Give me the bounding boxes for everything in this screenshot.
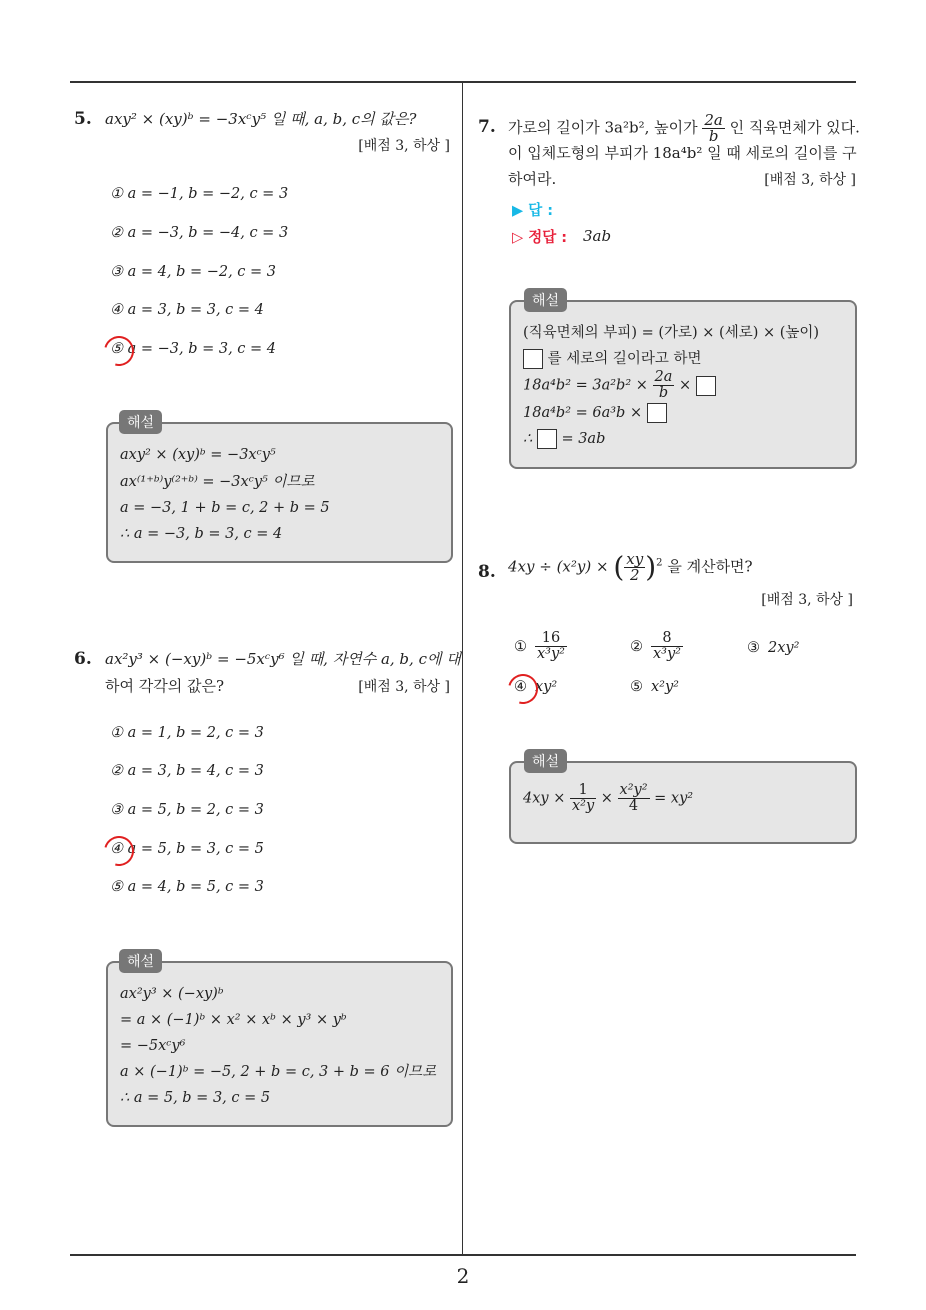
q7-solution-line-2 [523,346,702,372]
q6-solution-line-5: ∴ a = 5, b = 3, c = 5 [120,1090,271,1106]
q8-sol-f1-den: x²y [571,798,595,814]
q8-c1-den: x³y² [537,646,565,662]
q7-frac-den: b [708,127,719,145]
q7-solution-3a: 18a⁴b² = 3a²b² × [523,377,648,394]
q5-solution-line-2: ax⁽¹⁺ᵇ⁾y⁽²⁺ᵇ⁾ = −3xᶜy⁵ 이므로 [120,474,315,490]
q7-number: 7. [478,117,496,137]
q8-c5: x²y² [651,679,679,695]
q8-choice-1[interactable] [514,631,567,662]
q7-text-line-2: 이 입체도형의 부피가 18a⁴b² 일 때 세로의 길이를 구 [508,144,857,162]
q7-solution-box [509,300,857,469]
q6-choice-4[interactable]: ④ a = 5, b = 3, c = 5 [110,841,264,857]
answer-mark-circle [99,831,140,872]
q8-choice-2[interactable] [630,631,683,662]
q5-choice-2[interactable]: ② a = −3, b = −4, c = 3 [110,225,289,241]
q7-frac-num: 2a [704,111,723,129]
q5-solution-tag: 해설 [119,410,162,434]
q8-sol-f1-num: 1 [570,783,596,799]
q6-choice-5[interactable]: ⑤ a = 4, b = 5, c = 3 [110,879,264,895]
q8-c2-fraction [651,631,683,662]
column-divider [462,82,463,1254]
choice-number: ④ [514,679,527,695]
q8-sol-c: = xy² [654,790,694,807]
q6-solution-box [106,961,453,1127]
q8-c2-num: 8 [651,631,683,647]
q8-solution-box [509,761,857,844]
q6-choice-3[interactable]: ③ a = 5, b = 2, c = 3 [110,802,264,818]
q7-solution-2-text: 를 세로의 길이라고 하면 [547,351,702,367]
q8-sol-f2-den: 4 [628,798,639,814]
blank-square [647,403,667,423]
q7-sol-frac-num: 2a [654,369,673,385]
q8-meta: [배점 3, 하상 ] [761,592,853,608]
blank-square [696,376,716,396]
q8-text-a: 4xy ÷ (x²y) × [508,557,609,576]
q5-choice-4[interactable]: ④ a = 3, b = 3, c = 4 [110,302,264,318]
q7-solution-tag: 해설 [524,288,567,312]
q6-choice-2[interactable]: ② a = 3, b = 4, c = 3 [110,763,264,779]
q7-text-a: 가로의 길이가 3a²b², 높이가 [508,118,698,137]
q7-solution-5b: = 3ab [561,431,606,447]
q7-text-b: 인 직육면체가 있다. [729,118,860,137]
q5-text: axy² × (xy)ᵇ = −3xᶜy⁵ 일 때, a, b, c의 값은? [105,110,417,128]
q7-text-line-3: 하여라. [508,170,557,188]
q8-text [508,552,753,583]
q7-solution-line-1: (직육면체의 부피) = (가로) × (세로) × (높이) [523,325,820,341]
q7-correct-value: 3ab [583,227,612,245]
q6-solution-line-4: a × (−1)ᵇ = −5, 2 + b = c, 3 + b = 6 이므로 [120,1064,437,1080]
q8-solution-tag: 해설 [524,749,567,773]
bottom-rule [70,1254,856,1256]
q8-sol-a: 4xy × [523,790,566,807]
q8-sol-f2-num: x²y² [619,782,648,798]
q6-text-line-2: 하여 각각의 값은? [105,677,225,695]
q6-number: 6. [74,649,92,669]
q5-solution-box [106,422,453,563]
blank-square [523,349,543,369]
q7-solution-line-5 [523,426,605,452]
q5-choice-3[interactable]: ③ a = 4, b = −2, c = 3 [110,264,277,280]
answer-mark-circle [503,669,544,710]
q7-sol-frac-den: b [658,385,669,401]
q7-solution-5a: ∴ [523,431,533,447]
q7-solution-4: 18a⁴b² = 6a³b × [523,405,643,421]
choice-number: ⑤ [630,679,643,695]
q8-sol-fraction-1 [570,783,596,814]
q5-meta: [배점 3, 하상 ] [358,138,450,154]
q5-number: 5. [74,109,92,129]
choice-number: ② [630,638,643,655]
q5-solution-line-1: axy² × (xy)ᵇ = −3xᶜy⁵ [120,447,276,463]
q8-c1-fraction [535,631,567,662]
q5-choice-1[interactable]: ① a = −1, b = −2, c = 3 [110,186,289,202]
q7-solution-line-4 [523,400,667,426]
q8-frac-num: xy [626,550,644,568]
q8-text-b: 을 계산하면? [667,557,753,576]
q7-answer-label[interactable]: ▶ 답 : [512,203,554,219]
q8-number: 8. [478,562,496,582]
q8-exponent: 2 [656,557,663,569]
q6-text-line-1: ax²y³ × (−xy)ᵇ = −5xᶜy⁶ 일 때, 자연수 a, b, c에 대 [105,650,461,668]
q6-solution-tag: 해설 [119,949,162,973]
choice-number: ③ [747,640,760,656]
q6-solution-line-1: ax²y³ × (−xy)ᵇ [120,986,224,1002]
q8-c3: 2xy² [768,640,800,656]
q5-solution-line-3: a = −3, 1 + b = c, 2 + b = 5 [120,500,330,516]
q8-sol-fraction-2 [618,783,650,814]
q8-fraction [624,552,645,583]
q6-choice-1[interactable]: ① a = 1, b = 2, c = 3 [110,725,264,741]
q6-solution-line-2: = a × (−1)ᵇ × x² × xᵇ × y³ × yᵇ [120,1012,347,1028]
q6-meta: [배점 3, 하상 ] [358,679,450,695]
q7-solution-fraction [653,370,675,401]
q7-correct-label: ▷ 정답 : [512,230,568,246]
q8-c4: xy² [535,679,558,695]
right-paren: ) [645,550,657,584]
page-number: 2 [456,1264,470,1288]
q7-meta: [배점 3, 하상 ] [764,172,856,188]
q5-solution-line-4: ∴ a = −3, b = 3, c = 4 [120,526,283,542]
q8-sol-b: × [600,790,613,807]
q8-c1-num: 16 [535,631,567,647]
q8-frac-den: 2 [629,566,640,584]
q8-solution-line [523,783,693,814]
q8-choice-3[interactable] [747,640,799,656]
answer-mark-circle [99,331,140,372]
q8-c2-den: x³y² [653,646,681,662]
left-paren: ( [613,550,625,584]
q8-choice-5[interactable] [630,679,679,695]
q6-solution-line-3: = −5xᶜy⁶ [120,1038,186,1054]
q5-choice-5[interactable]: ⑤ a = −3, b = 3, c = 4 [110,341,277,357]
q7-solution-line-3 [523,370,716,401]
q7-solution-3b: × [679,377,692,394]
blank-square [537,429,557,449]
choice-number: ① [514,638,527,655]
